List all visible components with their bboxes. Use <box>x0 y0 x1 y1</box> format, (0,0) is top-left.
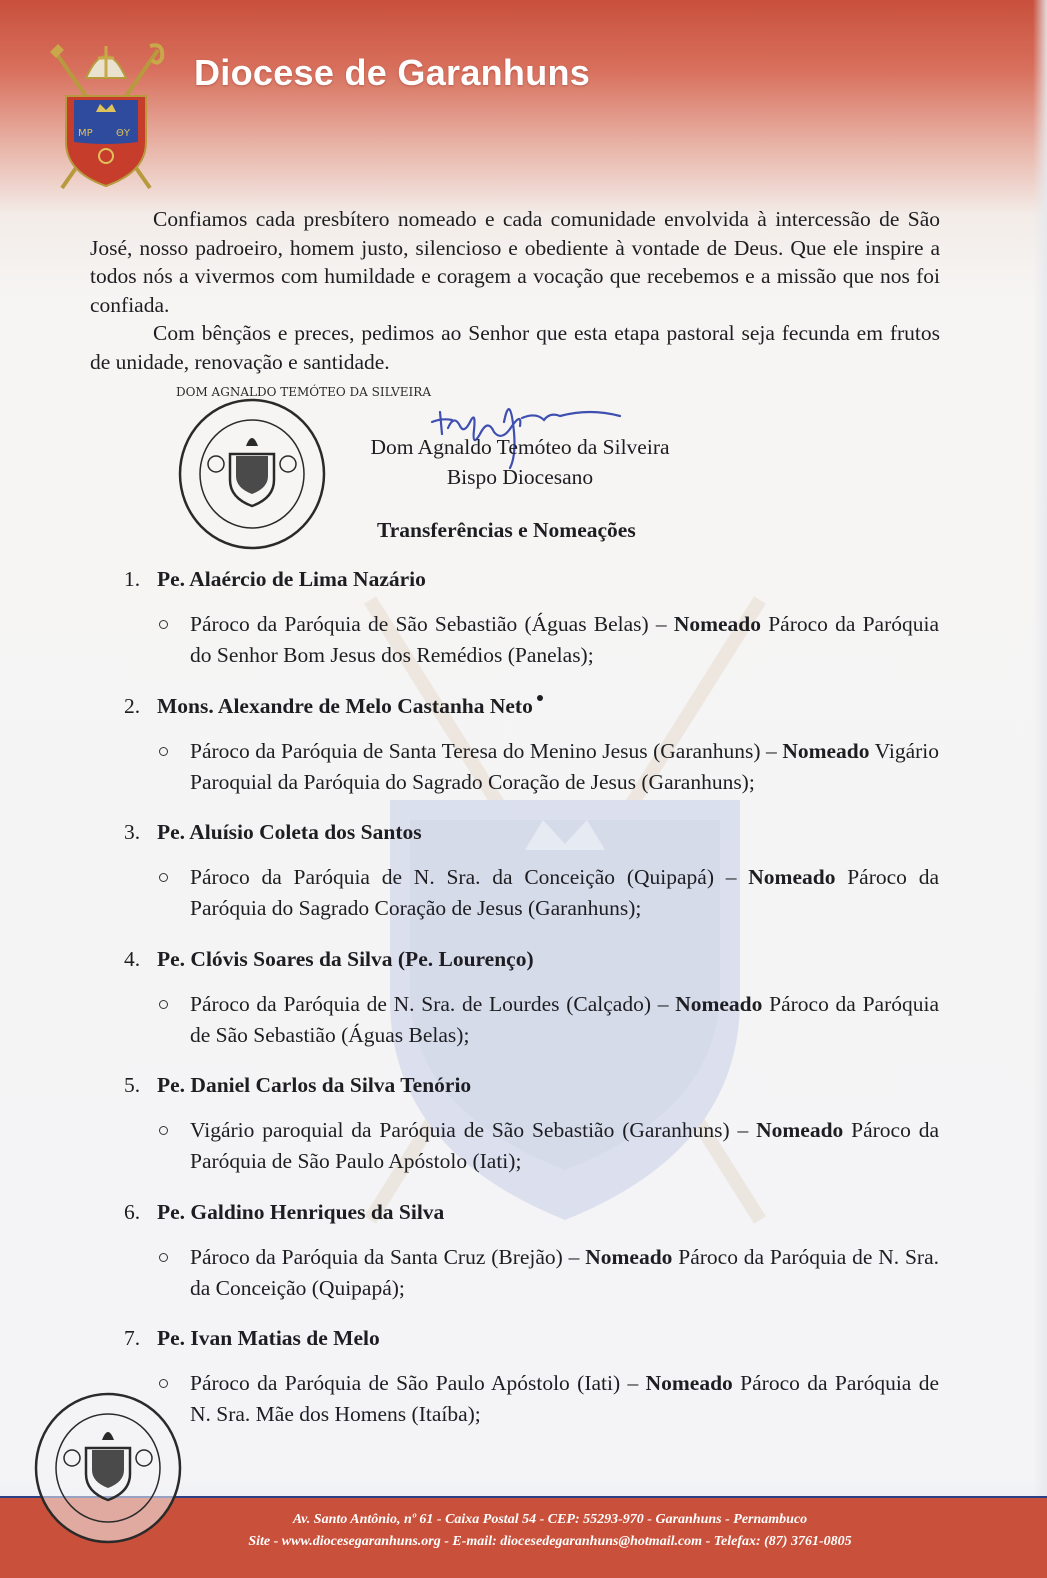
footer-contact <box>190 1509 910 1553</box>
nomeado-label: Nomeado <box>645 1371 733 1395</box>
footer-address: Av. Santo Antônio, nº 61 - Caixa Postal 54 - CEP: 55293-970 - Garanhuns - Pernambuco <box>292 1512 808 1527</box>
section-title: Transferências e Nomeações <box>377 518 636 542</box>
circle-bullet-icon <box>159 747 168 756</box>
nomeado-label: Nomeado <box>748 865 836 889</box>
item-number: 2. <box>124 693 141 718</box>
list-item <box>110 1323 940 1450</box>
previous-assignment: Pároco da Paróquia de N. Sra. da Conceição (Quipapá) – <box>190 865 749 889</box>
priest-name: Pe. Galdino Henriques da Silva <box>157 1199 445 1224</box>
nomeado-label: Nomeado <box>756 1118 844 1142</box>
item-number: 7. <box>124 1326 141 1350</box>
episcopal-seal-icon <box>176 385 431 552</box>
circle-bullet-icon <box>159 1000 168 1009</box>
new-assignment: Pároco da Paróquia do Sagrado Coração de Jesus (Garanhuns); <box>190 865 939 920</box>
assignment-description <box>190 862 939 924</box>
previous-assignment: Pároco da Paróquia de São Sebastião (Águas Belas) – <box>190 612 674 636</box>
circle-bullet-icon <box>159 1253 168 1262</box>
previous-assignment: Pároco da Paróquia de Santa Teresa do Menino Jesus (Garanhuns) – <box>190 738 783 763</box>
item-number: 3. <box>124 820 141 844</box>
priest-name: Pe. Aluísio Coleta dos Santos <box>157 820 422 844</box>
list-item <box>110 1070 940 1197</box>
new-assignment: Pároco da Paróquia de São Paulo Apóstolo (Iati); <box>190 1118 939 1173</box>
circle-bullet-icon <box>159 1126 168 1135</box>
assignment-description <box>190 609 939 671</box>
seal-text: DOM AGNALDO TEMÓTEO DA SILVEIRA <box>176 385 431 399</box>
previous-assignment: Pároco da Paróquia de São Paulo Apóstolo (Iati) – <box>190 1371 646 1395</box>
priest-name: Pe. Ivan Matias de Melo <box>157 1326 380 1350</box>
dot-mark-icon <box>537 695 543 701</box>
circle-bullet-icon <box>159 873 168 882</box>
circle-bullet-icon <box>159 620 168 629</box>
list-item <box>110 944 940 1071</box>
priest-name: Pe. Daniel Carlos da Silva Tenório <box>157 1073 472 1097</box>
signer-role: Bispo Diocesano <box>446 465 594 489</box>
list-item <box>110 817 940 944</box>
assignment-description <box>190 1115 939 1177</box>
episcopal-seal-icon <box>32 1390 184 1546</box>
assignment-description <box>190 989 939 1051</box>
item-number: 4. <box>124 946 141 971</box>
svg-text:MP: MP <box>78 128 93 139</box>
previous-assignment: Pároco da Paróquia de N. Sra. de Lourdes (Calçado) – <box>190 991 676 1016</box>
svg-text:ΘY: ΘY <box>116 128 130 139</box>
assignment-description <box>190 1242 939 1304</box>
priest-name: Pe. Clóvis Soares da Silva (Pe. Lourenço) <box>157 946 534 971</box>
closing-paragraphs <box>90 205 940 376</box>
new-assignment: Pároco da Paróquia do Senhor Bom Jesus dos Remédios (Panelas); <box>190 612 939 667</box>
priest-name: Mons. Alexandre de Melo Castanha Neto <box>157 693 533 718</box>
circle-bullet-icon <box>159 1379 168 1388</box>
paragraph: Confiamos cada presbítero nomeado e cada comunidade envolvida à intercessão de São José, nosso padroeiro, homem justo, silencioso e obediente à vontade de Deus. Que ele inspire a todos nós a vivermos com humildade e coragem a vocação que recebemos e a missão que nos foi confiada. <box>90 207 940 317</box>
diocese-title: Diocese de Garanhuns <box>194 52 591 93</box>
page-edge <box>1033 0 1047 1578</box>
new-assignment: Vigário Paroquial da Paróquia do Sagrado Coração de Jesus (Garanhuns); <box>190 738 939 794</box>
paragraph: Com bênçãos e preces, pedimos ao Senhor que esta etapa pastoral seja fecunda em frutos de unidade, renovação e santidade. <box>90 321 940 374</box>
nomeado-label: Nomeado <box>585 1244 673 1269</box>
item-number: 6. <box>124 1199 141 1224</box>
priest-name-wrap <box>157 691 543 722</box>
assignment-description <box>190 736 939 798</box>
signer-name: Dom Agnaldo Temóteo da Silveira <box>370 435 670 459</box>
nomeado-label: Nomeado <box>782 738 870 763</box>
item-number: 5. <box>124 1073 141 1097</box>
assignment-description <box>190 1368 939 1430</box>
list-item <box>110 564 940 691</box>
list-item <box>110 1197 940 1324</box>
transfers-list <box>110 564 940 1450</box>
previous-assignment: Vigário paroquial da Paróquia de São Sebastião (Garanhuns) – <box>190 1118 757 1142</box>
signer-block <box>355 432 685 492</box>
new-assignment: Pároco da Paróquia de N. Sra. Mãe dos Homens (Itaíba); <box>190 1371 939 1426</box>
list-item <box>110 691 940 818</box>
diocesan-coat-of-arms-icon <box>46 38 166 198</box>
new-assignment: Pároco da Paróquia de N. Sra. da Conceição (Quipapá); <box>190 1244 940 1300</box>
priest-name: Pe. Alaércio de Lima Nazário <box>157 567 426 591</box>
nomeado-label: Nomeado <box>675 991 763 1016</box>
previous-assignment: Pároco da Paróquia da Santa Cruz (Brejão) – <box>190 1244 586 1269</box>
footer-contact-line: Site - www.diocesegaranhuns.org - E-mail: diocesedegaranhuns@hotmail.com - Telefax: (87) 3761-0805 <box>248 1534 852 1549</box>
nomeado-label: Nomeado <box>673 612 762 636</box>
item-number: 1. <box>124 567 141 591</box>
new-assignment: Pároco da Paróquia de São Sebastião (Águas Belas); <box>190 991 940 1047</box>
